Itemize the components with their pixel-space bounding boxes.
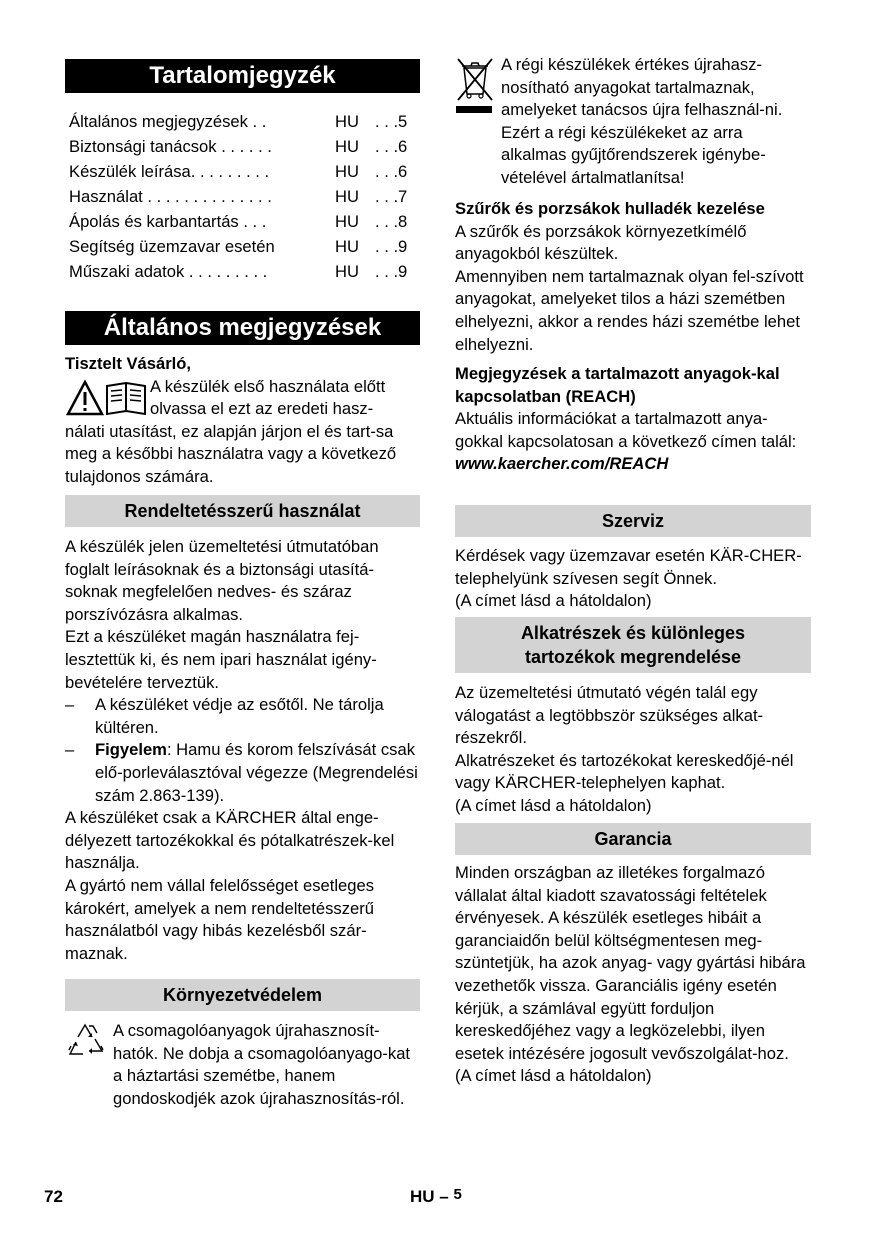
toc-entry-code: HU — [335, 237, 359, 256]
reach-paragraph: Aktuális információkat a tartalmazott anya-gokkal kapcsolatosan a következő címen talál: — [455, 409, 797, 451]
bin-bar — [456, 106, 492, 113]
intended-paragraph: A készülék jelen üzemeltetési útmutatóban foglalt leírásoknak és a biztonsági utasítá-soknak megfelelően nedves- és száraz porszívózásra alkalmas. — [65, 537, 379, 624]
toc-entry-page: . . .8 — [375, 212, 408, 231]
recycling-block — [65, 1020, 420, 1110]
warranty-section — [455, 862, 811, 1088]
toc-entry-page: . . .6 — [375, 162, 408, 181]
toc-entry-title: Műszaki adatok . . . . . . . . . — [69, 262, 268, 281]
intended-paragraph: Ezt a készüléket magán használatra fej-lesztettük ki, és nem ipari használat igény-bevételére terveztük. — [65, 627, 377, 692]
table-of-contents — [65, 109, 420, 284]
list-dash: – — [65, 740, 75, 760]
warning-block — [65, 376, 420, 489]
footer-sub-page: 5 — [453, 1186, 462, 1203]
intended-use-section — [65, 536, 420, 965]
toc-entry-code: HU — [335, 137, 359, 156]
list-dash: – — [65, 695, 75, 715]
reach-block — [455, 363, 811, 476]
weee-block — [455, 54, 811, 190]
parts-paragraph: Az üzemeltetési útmutató végén talál egy válogatást a legtöbbször szükséges alkat-részekről. — [455, 683, 764, 748]
list-item — [65, 739, 420, 807]
parts-heading — [455, 617, 811, 673]
list-item-text: A készüléket védje az esőtől. Ne tárolja kültéren. — [95, 695, 384, 737]
toc-row[interactable] — [65, 184, 420, 209]
warning-dot — [84, 408, 87, 411]
general-heading: Általános megjegyzések — [65, 311, 420, 345]
filters-paragraph: Amennyiben nem tartalmaznak olyan fel-szívott anyagokat, amelyeket tilos a házi szemétben elhelyezni, akkor a rendes házi szemétbe lehet elhelyezni. — [455, 266, 804, 354]
warning-manual-icon — [65, 378, 150, 420]
environment-heading: Környezetvédelem — [65, 979, 420, 1011]
parts-paragraph: Alkatrészeket és tartozékokat kereskedőjé-nél vagy KÄRCHER-telephelyen kaphat. — [455, 750, 794, 793]
toc-entry-title: Használat . . . . . . . . . . . . . . — [69, 187, 272, 206]
footer-section-label — [410, 1186, 462, 1210]
toc-entry-page: . . .6 — [375, 137, 408, 156]
toc-entry-page: . . .5 — [375, 112, 408, 131]
toc-entry-page: . . .9 — [375, 237, 408, 256]
service-address-note: (A címet lásd a hátoldalon) — [455, 591, 652, 611]
list-item — [65, 694, 420, 739]
toc-row[interactable] — [65, 159, 420, 184]
filters-block — [455, 198, 811, 356]
toc-row[interactable] — [65, 109, 420, 134]
filters-paragraph: A szűrők és porzsákok környezetkímélő anyagokból készültek. — [455, 221, 747, 264]
service-section — [455, 545, 811, 613]
intro-line-2: olvassa el ezt az eredeti hasz- — [150, 399, 374, 419]
toc-row[interactable] — [65, 259, 420, 284]
footer-dash: – — [439, 1187, 449, 1206]
warranty-address-note: (A címet lásd a hátoldalon) — [455, 1066, 652, 1086]
toc-entry-title: Biztonsági tanácsok . . . . . . — [69, 137, 272, 156]
parts-address-note: (A címet lásd a hátoldalon) — [455, 795, 652, 815]
toc-entry-title: Segítség üzemzavar esetén — [69, 237, 275, 256]
list-item-text: : Hamu és korom felszívását csak elő-porleválasztóval végezze (Megrendelési szám 2.863-139). — [95, 740, 418, 805]
intended-paragraph: A készüléket csak a KÄRCHER által enge-délyezett tartozékokkal és pótalkatrészek-kel használja. — [65, 808, 395, 873]
footer-lang: HU — [410, 1187, 435, 1206]
intended-use-heading: Rendeltetésszerű használat — [65, 495, 420, 527]
toc-entry-code: HU — [335, 112, 359, 131]
parts-heading-line-2: tartozékok megrendelése — [524, 647, 742, 667]
crossed-bin-icon — [455, 54, 501, 124]
toc-entry-title: Készülék leírása. . . . . . . . . — [69, 162, 270, 181]
toc-heading: Tartalomjegyzék — [65, 59, 420, 93]
reach-subheading: Megjegyzések a tartalmazott anyagok-kal kapcsolatban (REACH) — [455, 364, 780, 406]
toc-entry-code: HU — [335, 212, 359, 231]
filters-subheading: Szűrők és porzsákok hulladék kezelése — [455, 199, 765, 218]
weee-text: A régi készülékek értékes újrahasz-nosítható anyagokat tartalmaznak, amelyeket tanácsos újra felhasznál-ni. Ezért a régi készülékeket az arra alkalmas gyűjtőrendszerek igénybe-vételével ártalmatlanítsa! — [501, 55, 783, 187]
parts-section — [455, 682, 811, 818]
toc-row[interactable] — [65, 134, 420, 159]
intended-paragraph: A gyártó nem vállal felelősséget esetleges károkért, amelyek a nem rendeltetésszerű használatból vagy hibás kezelésből szár-maznak. — [65, 875, 375, 963]
toc-entry-title: Ápolás és karbantartás . . . — [69, 212, 267, 231]
toc-row[interactable] — [65, 209, 420, 234]
warning-mark — [84, 392, 87, 405]
service-text: Kérdések vagy üzemzavar esetén KÄR-CHER-telephelyünk szívesen segít Önnek. — [455, 546, 802, 588]
attention-label: Figyelem — [95, 740, 167, 760]
service-heading: Szerviz — [455, 505, 811, 537]
toc-entry-code: HU — [335, 262, 359, 281]
toc-entry-code: HU — [335, 187, 359, 206]
parts-heading-line-1: Alkatrészek és különleges — [520, 623, 746, 643]
toc-entry-code: HU — [335, 162, 359, 181]
intro-line-1: A készülék első használata előtt — [150, 376, 386, 396]
toc-row[interactable] — [65, 234, 420, 259]
warranty-text: Minden országban az illetékes forgalmazó vállalat által kiadott szavatossági feltételek érvényesek. A készülék esetleges hibáit a garanciaidőn belül költségmentesen meg-szüntetjük, ha azok anyag- vagy gyártási hibára vezethetők vissza. Garanciális igény esetén kérjük, a számlával együtt forduljon kereskedőjéhez vagy a legközelebbi, ilyen esetek intézésére jogosult vevőszolgálat-hoz. — [455, 863, 806, 1063]
intro-text: nálati utasítást, ez alapján járjon el és tart-sa meg a későbbi használatra vagy a következő tulajdonos számára. — [65, 421, 397, 486]
recycle-text: A csomagolóanyagok újrahasznosít-hatók. Ne dobja a csomagolóanyago-kat a háztartási szemétbe, hanem gondoskodjék azok újrahasznosítás-ról. — [113, 1021, 411, 1108]
greeting: Tisztelt Vásárló, — [65, 354, 192, 373]
recycle-icon — [65, 1020, 113, 1062]
warranty-heading: Garancia — [455, 823, 811, 855]
reach-link[interactable]: www.kaercher.com/REACH — [455, 454, 669, 474]
general-section — [65, 353, 420, 489]
toc-entry-title: Általános megjegyzések . . — [69, 112, 267, 131]
page-number: 72 — [44, 1187, 63, 1206]
toc-entry-page: . . .7 — [375, 187, 408, 206]
toc-entry-page: . . .9 — [375, 262, 408, 281]
